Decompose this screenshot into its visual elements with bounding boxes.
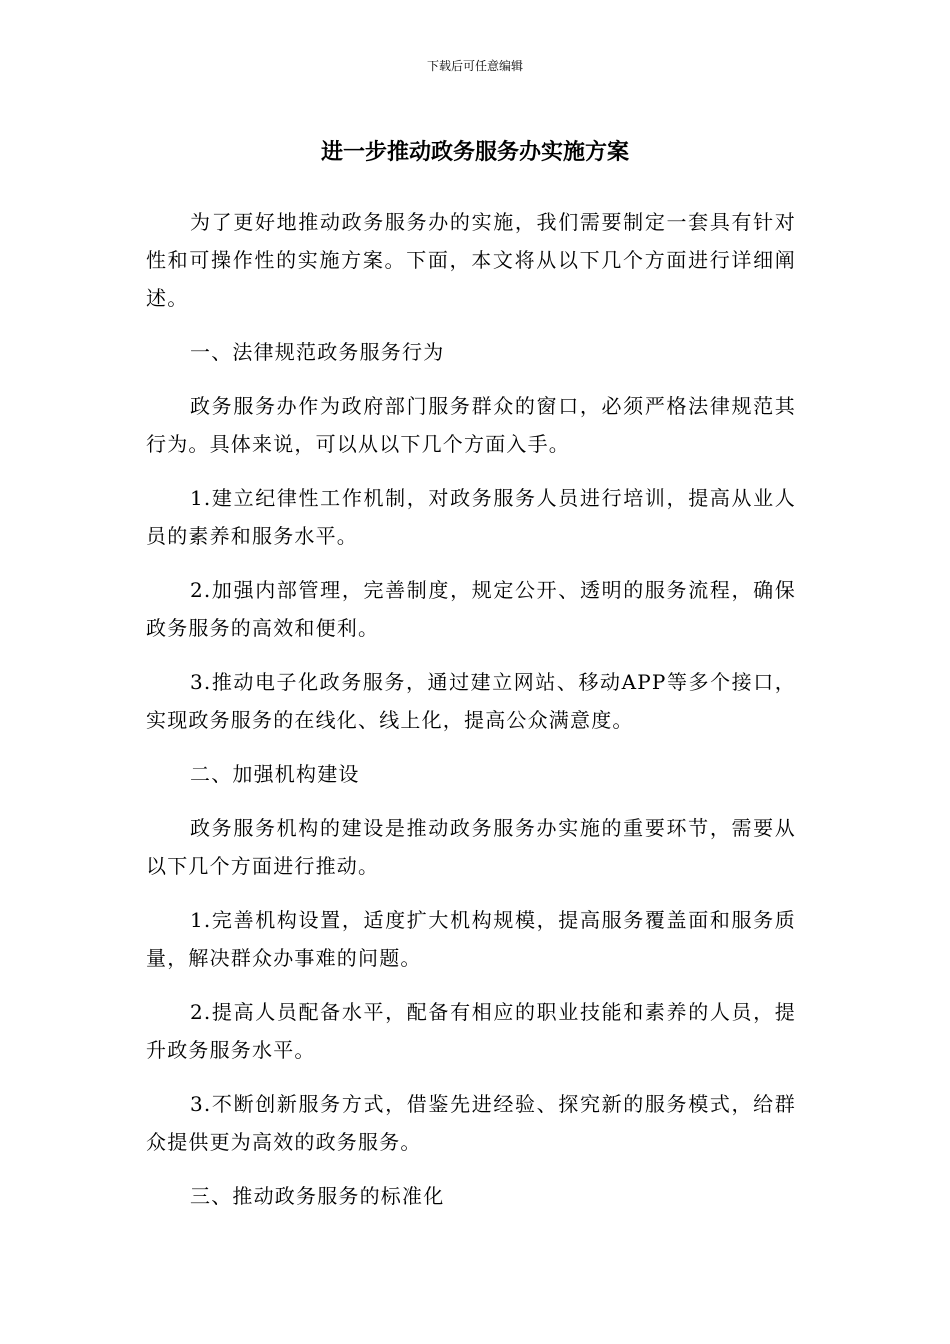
section-1-item-1: 1.建立纪律性工作机制，对政务服务人员进行培训，提高从业人员的素养和服务水平。 [146,486,796,548]
section-2-item-3: 3.不断创新服务方式，借鉴先进经验、探究新的服务模式，给群众提供更为高效的政务服务。 [146,1092,796,1154]
section-heading-1: 一、法律规范政务服务行为 [190,340,445,364]
section-heading-3: 三、推动政务服务的标准化 [190,1184,445,1208]
header-note: 下载后可任意编辑 [426,59,523,73]
section-1-item-3: 3.推动电子化政务服务，通过建立网站、移动APP等多个接口，实现政务服务的在线化、线上化，提高公众满意度。 [146,670,796,732]
intro-paragraph: 为了更好地推动政务服务办的实施，我们需要制定一套具有针对性和可操作性的实施方案。下面，本文将从以下几个方面进行详细阐述。 [146,210,796,310]
section-2-intro-paragraph: 政务服务机构的建设是推动政务服务办实施的重要环节，需要从以下几个方面进行推动。 [146,816,796,878]
page-title: 进一步推动政务服务办实施方案 [320,140,629,165]
section-2-item-2: 2.提高人员配备水平，配备有相应的职业技能和素养的人员，提升政务服务水平。 [146,1000,796,1062]
section-1-item-2: 2.加强内部管理，完善制度，规定公开、透明的服务流程，确保政务服务的高效和便利。 [146,578,796,640]
document-body [146,203,796,1231]
section-2-item-1: 1.完善机构设置，适度扩大机构规模，提高服务覆盖面和服务质量，解决群众办事难的问题。 [146,908,796,970]
section-1-intro-paragraph: 政务服务办作为政府部门服务群众的窗口，必须严格法律规范其行为。具体来说，可以从以下几个方面入手。 [146,394,796,456]
section-heading-2: 二、加强机构建设 [190,762,360,786]
